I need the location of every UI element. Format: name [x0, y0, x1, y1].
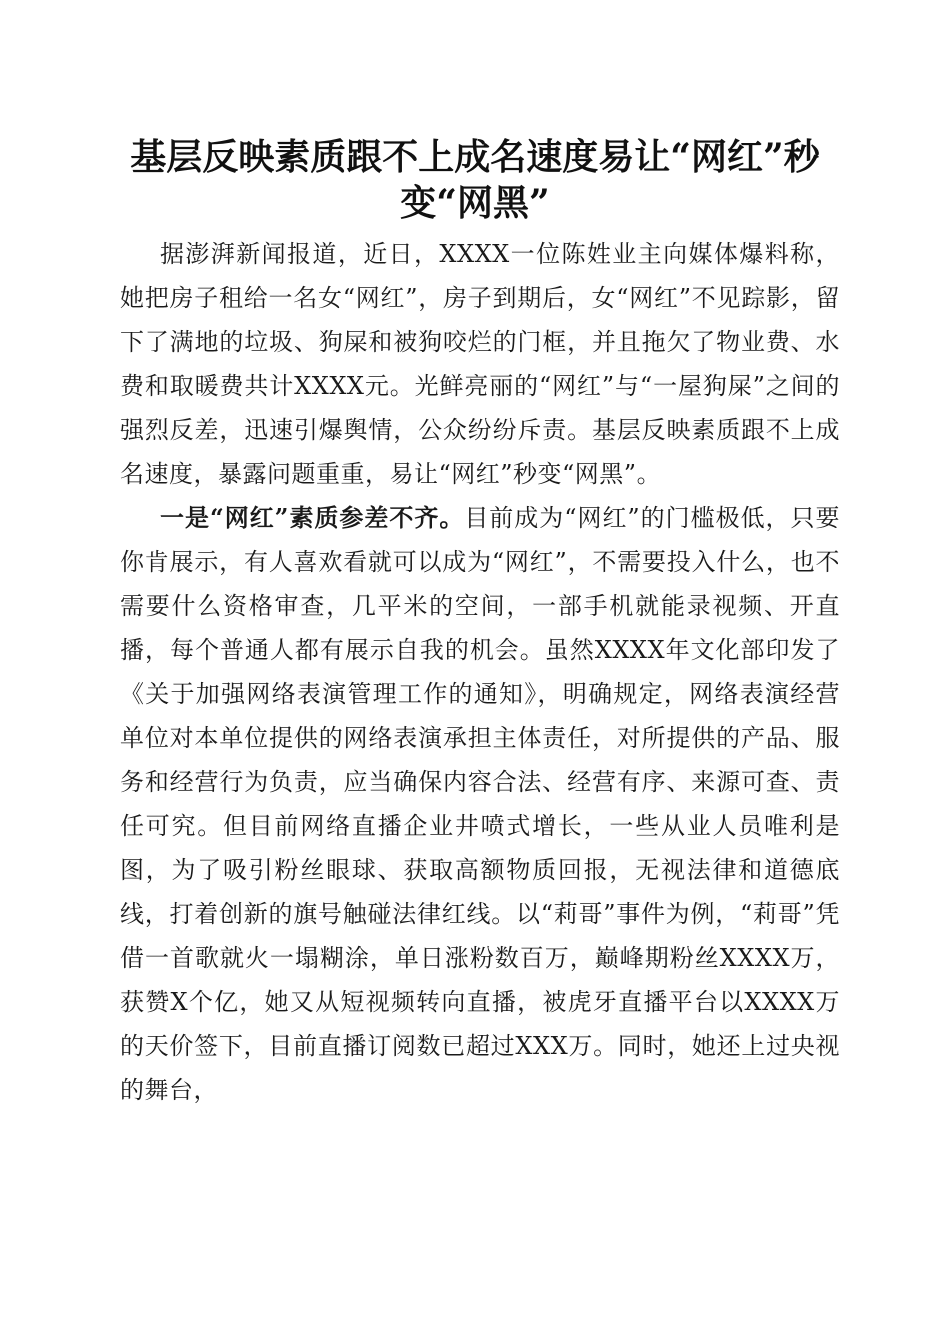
paragraph-intro	[120, 232, 840, 496]
title-line-2: 变“网黑”	[400, 182, 550, 224]
paragraph-text: 据澎湃新闻报道，近日，XXXX一位陈姓业主向媒体爆料称，她把房子租给一名女“网红”，房子到期后，女“网红”不见踪影，留下了满地的垃圾、狗屎和被狗咬烂的门框，并且拖欠了物业费、水费和取暖费共计XXXX元。光鲜亮丽的“网红”与“一屋狗屎”之间的强烈反差，迅速引爆舆情，公众纷纷斥责。基层反映素质跟不上成名速度，暴露问题重重，易让“网红”秒变“网黑”。	[120, 240, 840, 488]
paragraph-lead: 一是“网红”素质参差不齐。	[160, 503, 465, 532]
document-body	[120, 232, 840, 1112]
document-title	[110, 134, 840, 226]
paragraph-point-one	[120, 496, 840, 1112]
title-line-1: 基层反映素质跟不上成名速度易让“网红”秒	[130, 136, 820, 178]
paragraph-text: 目前成为“网红”的门槛极低，只要你肯展示，有人喜欢看就可以成为“网红”，不需要投入什么，也不需要什么资格审查，几平米的空间，一部手机就能录视频、开直播，每个普通人都有展示自我的机会。虽然XXXX年文化部印发了《关于加强网络表演管理工作的通知》，明确规定，网络表演经营单位对本单位提供的网络表演承担主体责任，对所提供的产品、服务和经营行为负责，应当确保内容合法、经营有序、来源可查、责任可究。但目前网络直播企业井喷式增长，一些从业人员唯利是图，为了吸引粉丝眼球、获取高额物质回报，无视法律和道德底线，打着创新的旗号触碰法律红线。以“莉哥”事件为例，“莉哥”凭借一首歌就火一塌糊涂，单日涨粉数百万，巅峰期粉丝XXXX万，获赞X个亿，她又从短视频转向直播，被虎牙直播平台以XXXX万的天价签下，目前直播订阅数已超过XXX万。同时，她还上过央视的舞台，	[120, 504, 840, 1104]
